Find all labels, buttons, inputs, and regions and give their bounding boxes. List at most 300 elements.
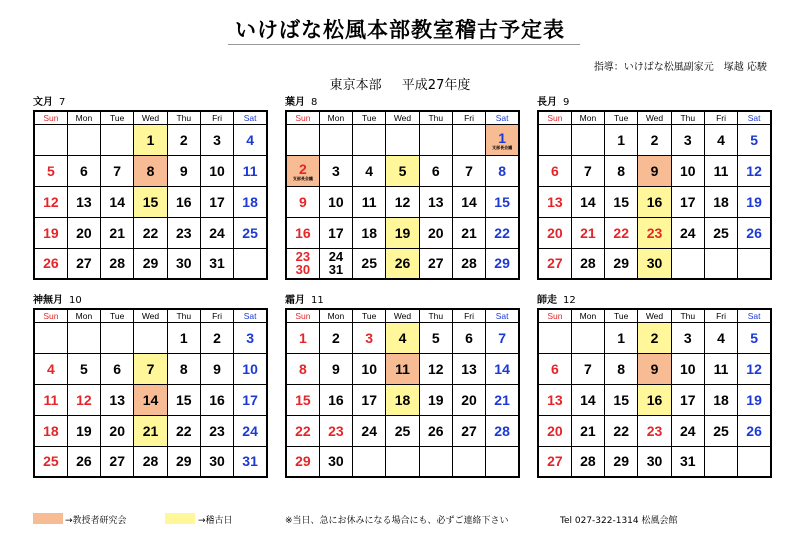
weekday-header: Sat — [486, 309, 519, 322]
day-cell — [353, 186, 386, 217]
day-cell — [134, 384, 167, 415]
day-cell — [134, 446, 167, 477]
day-number: 19 — [394, 224, 411, 241]
day-number: 3 — [246, 329, 254, 346]
weekday-header: Tue — [101, 309, 134, 322]
day-cell — [419, 384, 452, 415]
weekday-header: Fri — [704, 309, 737, 322]
empty-day-cell — [571, 124, 604, 155]
month-calendar — [537, 294, 772, 478]
day-cell — [738, 155, 771, 186]
weekday-header-row — [286, 309, 519, 322]
day-cell — [101, 155, 134, 186]
day-number: 8 — [179, 360, 188, 377]
month-label — [33, 96, 268, 110]
month-label — [285, 294, 520, 308]
day-number: 12 — [746, 360, 762, 377]
weekday-header: Tue — [605, 111, 638, 124]
day-number: 25 — [242, 224, 258, 241]
weekday-header: Sat — [234, 309, 267, 322]
day-cell — [704, 217, 737, 248]
day-cell — [704, 415, 737, 446]
weekday-header: Mon — [319, 111, 352, 124]
day-cell — [605, 155, 638, 186]
legend-tel: Tel 027-322-1314 松風会館 — [560, 516, 678, 526]
day-number: 2 — [179, 131, 188, 148]
subtitle — [0, 74, 800, 93]
day-cell — [386, 155, 419, 186]
day-cell — [638, 415, 671, 446]
month-number: 7 — [59, 97, 66, 108]
day-number: 29 — [494, 255, 510, 272]
week-row — [286, 248, 519, 279]
day-number: 4 — [246, 131, 254, 148]
day-number: 1 — [146, 131, 155, 148]
day-number: 27 — [427, 255, 444, 272]
day-number: 21 — [142, 422, 159, 439]
day-number: 18 — [43, 422, 59, 439]
day-number: 18 — [361, 224, 377, 241]
day-number: 4 — [717, 131, 725, 148]
empty-day-cell — [419, 446, 452, 477]
empty-day-cell — [34, 124, 67, 155]
week-row — [34, 248, 267, 279]
day-cell — [101, 384, 134, 415]
day-number: 5 — [750, 131, 758, 148]
page-title: いけばな松風本部教室稽古予定表 — [235, 18, 565, 42]
week-row — [286, 353, 519, 384]
day-cell — [571, 155, 604, 186]
weekday-header: Thu — [419, 309, 452, 322]
weekday-header: Thu — [671, 309, 704, 322]
month-number: 8 — [311, 97, 318, 108]
day-cell — [538, 155, 571, 186]
day-number: 3 — [683, 131, 692, 148]
empty-day-cell — [538, 322, 571, 353]
day-cell — [571, 217, 604, 248]
day-cell — [538, 186, 571, 217]
day-number: 22 — [142, 224, 159, 241]
day-number: 21 — [494, 391, 510, 408]
day-cell — [738, 217, 771, 248]
day-cell — [571, 415, 604, 446]
weekday-header: Fri — [200, 309, 233, 322]
day-number: 26 — [746, 224, 762, 241]
day-number: 20 — [547, 224, 563, 241]
day-cell — [704, 384, 737, 415]
day-cell — [638, 186, 671, 217]
day-number: 1 — [298, 329, 307, 346]
empty-day-cell — [386, 446, 419, 477]
day-cell — [486, 124, 519, 155]
day-number: 8 — [146, 162, 155, 179]
day-number: 11 — [713, 360, 729, 377]
week-row — [286, 446, 519, 477]
weekday-header-row — [34, 309, 267, 322]
day-number: 2 — [298, 160, 307, 177]
day-number: 23 — [175, 224, 192, 241]
day-cell — [234, 322, 267, 353]
week-row — [538, 415, 771, 446]
day-number: 30 — [209, 453, 225, 470]
day-cell — [452, 186, 485, 217]
day-cell — [167, 322, 200, 353]
day-number: 10 — [328, 193, 344, 210]
day-cell — [319, 155, 352, 186]
day-number: 14 — [142, 391, 159, 408]
day-cell — [319, 217, 352, 248]
day-number: 25 — [394, 422, 411, 439]
day-cell — [286, 217, 319, 248]
day-cell — [319, 248, 352, 279]
month-label — [33, 294, 268, 308]
day-number: 31 — [679, 453, 696, 470]
day-number: 8 — [298, 360, 307, 377]
day-number: 19 — [43, 224, 59, 241]
day-cell — [638, 353, 671, 384]
day-number: 8 — [617, 360, 626, 377]
day-number: 1 — [498, 129, 506, 146]
day-cell — [167, 124, 200, 155]
month-table — [33, 110, 268, 280]
month-table — [537, 308, 772, 478]
day-number: 15 — [295, 391, 311, 408]
day-number: 17 — [679, 391, 696, 408]
day-number: 25 — [361, 255, 377, 272]
day-cell — [34, 446, 67, 477]
empty-day-cell — [34, 322, 67, 353]
day-number: 13 — [547, 193, 563, 210]
empty-day-cell — [452, 124, 485, 155]
empty-day-cell — [538, 124, 571, 155]
day-number: 6 — [550, 162, 559, 179]
day-number: 19 — [746, 193, 762, 210]
day-number: 17 — [242, 391, 258, 408]
day-number: 20 — [461, 391, 477, 408]
empty-day-cell — [234, 248, 267, 279]
day-cell — [167, 353, 200, 384]
day-cell — [638, 384, 671, 415]
day-number: 4 — [398, 329, 407, 346]
day-number: 27 — [547, 255, 563, 272]
month-number: 10 — [69, 295, 82, 306]
day-number: 29 — [295, 453, 311, 470]
day-cell — [452, 415, 485, 446]
day-number: 11 — [713, 162, 729, 179]
day-cell — [486, 384, 519, 415]
day-number: 11 — [361, 193, 377, 210]
day-number: 22 — [295, 422, 311, 439]
day-cell — [134, 353, 167, 384]
day-number: 12 — [427, 360, 444, 377]
day-number: 13 — [427, 193, 444, 210]
day-cell — [605, 446, 638, 477]
day-number: 30 — [175, 255, 192, 272]
day-number: 24 — [242, 422, 258, 439]
day-number: 6 — [465, 329, 473, 346]
day-cell — [286, 322, 319, 353]
weekday-header: Thu — [167, 309, 200, 322]
month-label — [285, 96, 520, 110]
week-row — [286, 384, 519, 415]
week-row — [538, 124, 771, 155]
day-number: 24 — [209, 224, 225, 241]
day-cell — [671, 415, 704, 446]
day-cell — [605, 415, 638, 446]
month-calendar — [33, 96, 268, 280]
month-number: 11 — [311, 295, 324, 306]
month-name: 霜月 — [285, 295, 305, 306]
day-cell — [638, 124, 671, 155]
day-cell — [704, 124, 737, 155]
day-number: 31 — [209, 255, 225, 272]
day-cell — [538, 446, 571, 477]
day-cell — [134, 124, 167, 155]
day-cell — [67, 186, 100, 217]
weekday-header: Mon — [319, 309, 352, 322]
day-cell — [34, 415, 67, 446]
day-number: 29 — [613, 453, 629, 470]
day-cell — [386, 384, 419, 415]
weekday-header: Wed — [134, 309, 167, 322]
day-cell — [486, 322, 519, 353]
day-cell — [101, 248, 134, 279]
day-cell — [234, 186, 267, 217]
day-number: 10 — [679, 162, 696, 179]
day-number: 11 — [395, 360, 410, 377]
day-cell — [486, 353, 519, 384]
month-table — [537, 110, 772, 280]
day-number: 21 — [109, 224, 125, 241]
day-number: 6 — [550, 360, 559, 377]
week-row — [34, 322, 267, 353]
month-number: 12 — [563, 295, 576, 306]
day-number: 16 — [295, 224, 311, 241]
day-cell — [234, 155, 267, 186]
day-number: 18 — [713, 193, 729, 210]
weekday-header: Sun — [286, 111, 319, 124]
day-cell — [419, 415, 452, 446]
day-cell — [386, 415, 419, 446]
day-cell — [101, 415, 134, 446]
day-number: 15 — [494, 193, 510, 210]
day-number: 19 — [76, 422, 92, 439]
day-cell — [671, 186, 704, 217]
day-number: 23 — [646, 224, 663, 241]
week-row — [538, 248, 771, 279]
weekday-header-row — [538, 309, 771, 322]
day-number: 18 — [242, 193, 258, 210]
day-cell — [419, 155, 452, 186]
day-number: 7 — [584, 162, 592, 179]
week-row — [286, 217, 519, 248]
empty-day-cell — [738, 248, 771, 279]
day-cell — [671, 353, 704, 384]
weekday-header: Sat — [738, 111, 771, 124]
day-cell — [419, 353, 452, 384]
day-number: 17 — [361, 391, 377, 408]
weekday-header: Thu — [419, 111, 452, 124]
day-number: 12 — [76, 391, 92, 408]
day-number: 5 — [398, 162, 407, 179]
day-cell — [167, 248, 200, 279]
day-number: 19 — [427, 391, 444, 408]
day-number: 2 — [650, 329, 659, 346]
day-number: 20 — [76, 224, 92, 241]
day-cell — [486, 155, 519, 186]
day-number: 26 — [427, 422, 444, 439]
day-cell — [200, 155, 233, 186]
day-cell — [200, 415, 233, 446]
day-cell — [386, 217, 419, 248]
day-number: 9 — [179, 162, 188, 179]
day-number: 7 — [146, 360, 155, 377]
day-number: 27 — [547, 453, 563, 470]
day-cell — [605, 217, 638, 248]
empty-day-cell — [704, 248, 737, 279]
day-number: 23 — [646, 422, 663, 439]
day-number: 11 — [43, 391, 59, 408]
day-cell — [638, 155, 671, 186]
day-cell — [319, 415, 352, 446]
day-cell — [452, 353, 485, 384]
month-calendar — [285, 96, 520, 280]
day-cell — [134, 155, 167, 186]
day-number-second: 31 — [328, 262, 344, 278]
day-cell — [704, 155, 737, 186]
month-table — [33, 308, 268, 478]
week-row — [286, 124, 519, 155]
day-number: 23 — [209, 422, 225, 439]
weekday-header: Fri — [452, 309, 485, 322]
day-cell — [34, 248, 67, 279]
day-cell — [167, 415, 200, 446]
day-cell — [200, 353, 233, 384]
day-number: 6 — [431, 162, 440, 179]
day-cell — [571, 353, 604, 384]
day-number: 30 — [646, 453, 663, 470]
day-cell — [234, 124, 267, 155]
day-cell — [167, 384, 200, 415]
weekday-header: Sun — [34, 309, 67, 322]
day-number: 12 — [43, 193, 59, 210]
day-number: 25 — [43, 453, 59, 470]
day-number: 4 — [365, 162, 374, 179]
day-cell — [34, 217, 67, 248]
day-cell — [34, 384, 67, 415]
day-cell — [738, 353, 771, 384]
day-number: 30 — [646, 255, 663, 272]
month-calendar — [33, 294, 268, 478]
day-cell — [671, 322, 704, 353]
day-cell — [605, 124, 638, 155]
week-row — [538, 186, 771, 217]
day-cell — [353, 155, 386, 186]
day-number: 22 — [494, 224, 510, 241]
day-cell — [286, 415, 319, 446]
empty-day-cell — [101, 322, 134, 353]
day-cell — [704, 353, 737, 384]
day-cell — [67, 415, 100, 446]
day-number: 9 — [650, 360, 659, 377]
day-number: 27 — [76, 255, 92, 272]
week-row — [538, 155, 771, 186]
day-cell — [571, 248, 604, 279]
month-calendar — [537, 96, 772, 280]
weekday-header: Fri — [452, 111, 485, 124]
weekday-header: Tue — [605, 309, 638, 322]
day-number: 14 — [109, 193, 125, 210]
weekday-header-row — [34, 111, 267, 124]
week-row — [286, 415, 519, 446]
day-number: 11 — [242, 162, 258, 179]
month-label — [537, 294, 772, 308]
day-cell — [67, 446, 100, 477]
day-number: 2 — [332, 329, 340, 346]
day-number: 24 — [679, 224, 696, 241]
day-cell — [286, 353, 319, 384]
day-number: 24 — [361, 422, 377, 439]
day-cell — [101, 186, 134, 217]
empty-day-cell — [134, 322, 167, 353]
day-cell — [101, 353, 134, 384]
day-cell — [671, 155, 704, 186]
day-number: 7 — [584, 360, 592, 377]
day-cell — [738, 384, 771, 415]
day-cell — [319, 384, 352, 415]
day-number: 3 — [365, 329, 374, 346]
day-number: 5 — [431, 329, 440, 346]
day-note: 支部長会議 — [492, 144, 513, 150]
legend-swatch-practice-day — [165, 513, 195, 524]
day-cell — [101, 446, 134, 477]
day-cell — [286, 155, 319, 186]
day-cell — [167, 217, 200, 248]
week-row — [34, 217, 267, 248]
day-number: 26 — [76, 453, 92, 470]
day-number: 17 — [209, 193, 225, 210]
day-number: 9 — [213, 360, 221, 377]
month-name: 長月 — [537, 97, 557, 108]
day-cell — [452, 155, 485, 186]
month-table — [285, 308, 520, 478]
day-number: 4 — [717, 329, 725, 346]
day-cell — [386, 248, 419, 279]
legend-label-practice-day: →稽古日 — [198, 516, 233, 526]
day-number: 26 — [43, 255, 59, 272]
day-cell — [571, 186, 604, 217]
day-number: 27 — [109, 453, 125, 470]
weekday-header: Tue — [353, 309, 386, 322]
day-cell — [605, 186, 638, 217]
empty-day-cell — [319, 124, 352, 155]
day-cell — [234, 217, 267, 248]
day-cell — [200, 384, 233, 415]
day-number: 8 — [617, 162, 626, 179]
legend-note: ※当日、急にお休みになる場合にも、必ずご連絡下さい — [285, 516, 509, 526]
day-cell — [738, 124, 771, 155]
week-row — [538, 446, 771, 477]
week-row — [34, 353, 267, 384]
legend-label-professor-meeting: →教授者研究会 — [65, 516, 127, 526]
weekday-header: Sun — [34, 111, 67, 124]
day-number: 15 — [175, 391, 192, 408]
day-cell — [200, 248, 233, 279]
day-number: 22 — [175, 422, 192, 439]
empty-day-cell — [671, 248, 704, 279]
day-cell — [738, 415, 771, 446]
day-number: 29 — [175, 453, 192, 470]
